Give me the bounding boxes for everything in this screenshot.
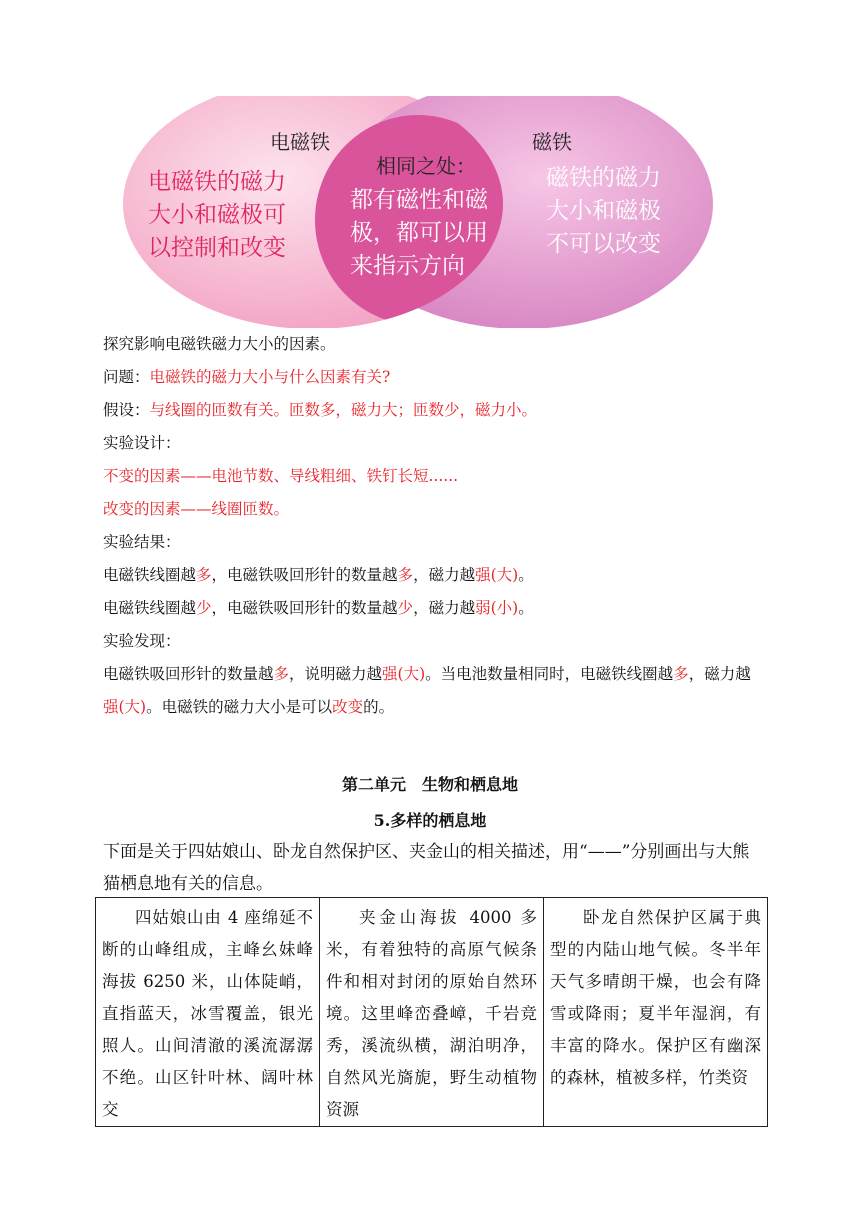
table-cell-jiajin: 夹金山海拔 4000 多米，有着独特的高原气候条件和相对封闭的原始自然环境。这里峰峦叠嶂，千岩竞秀，溪流纵横，湖泊明净，自然风光旖旎，野生动植物资源	[320, 898, 544, 1127]
habitat-table	[95, 897, 768, 1127]
table-cell-siguniang: 四姑娘山由 4 座绵延不断的山峰组成，主峰幺妹峰海拔 6250 米，山体陡峭，直指蓝天，冰雪覆盖，银光照人。山间清澈的溪流潺潺不绝。山区针叶林、阔叶林交	[96, 898, 320, 1127]
middle-title: 相同之处：	[376, 154, 476, 178]
question-line	[103, 365, 763, 398]
lesson-title: 5.多样的栖息地	[373, 811, 487, 830]
middle-body: 都有磁性和磁 极，都可以用 来指示方向	[350, 187, 488, 279]
instruction-text: 下面是关于四姑娘山、卧龙自然保护区、夹金山的相关描述，用“——”分别画出与大熊猫栖息地有关的信息。	[103, 842, 750, 894]
hypothesis-line	[103, 398, 763, 431]
right-title: 磁铁	[532, 130, 572, 154]
question-text: 电磁铁的磁力大小与什么因素有关?	[149, 368, 391, 386]
left-title: 电磁铁	[270, 130, 330, 154]
finding-label: 实验发现：	[103, 632, 181, 650]
hypothesis-text: 与线圈的匝数有关。匝数多，磁力大；匝数少，磁力小。	[149, 401, 538, 419]
changed-factor: 改变的因素——线圈匝数。	[103, 500, 290, 518]
table-cell-wolong: 卧龙自然保护区属于典型的内陆山地气候。冬半年天气多晴朗干燥，也会有降雪或降雨；夏半年湿润，有丰富的降水。保护区有幽深的森林，植被多样，竹类资	[544, 898, 768, 1127]
table-row	[96, 898, 768, 1127]
hypothesis-label: 假设：	[103, 401, 150, 419]
question-label: 问题：	[103, 368, 150, 386]
result-line-2: 电磁铁线圈越少，电磁铁吸回形针的数量越少，磁力越弱(小)。	[103, 599, 534, 617]
experiment-section	[103, 332, 763, 724]
left-body: 电磁铁的磁力 大小和磁极可 以控制和改变	[148, 169, 286, 261]
finding-paragraph: 电磁铁吸回形针的数量越多，说明磁力越强(大)。当电池数量相同时，电磁铁线圈越多，磁力越强(大)。电磁铁的磁力大小是可以改变的。	[103, 665, 751, 716]
intro-line: 探究影响电磁铁磁力大小的因素。	[103, 335, 336, 353]
constant-factors: 不变的因素——电池节数、导线粗细、铁钉长短......	[103, 467, 459, 485]
right-body: 磁铁的磁力 大小和磁极 不可以改变	[546, 165, 661, 257]
design-label: 实验设计：	[103, 434, 181, 452]
result-line-1: 电磁铁线圈越多，电磁铁吸回形针的数量越多，磁力越强(大)。	[103, 566, 534, 584]
venn-diagram	[120, 96, 720, 328]
result-label: 实验结果：	[103, 533, 181, 551]
unit-title: 第二单元 生物和栖息地	[341, 775, 518, 794]
